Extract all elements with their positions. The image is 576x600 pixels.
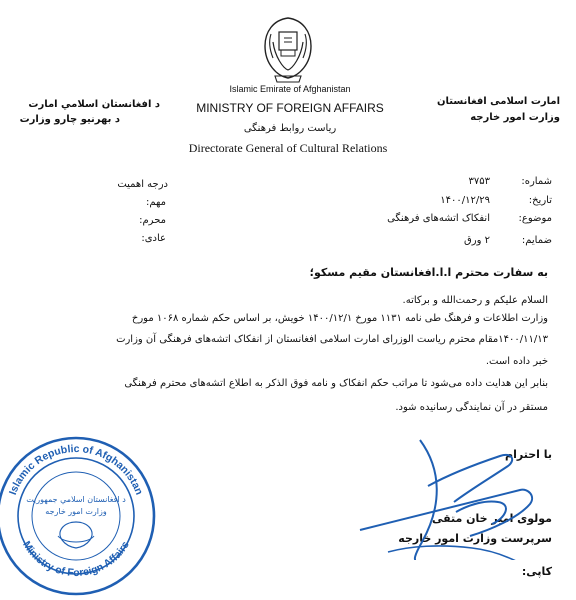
addressee: به سفارت محترم ا.ا.افغانستان مقیم مسکو؛ bbox=[309, 266, 548, 279]
meta-date-value: ۱۴۰۰/۱۲/۲۹ bbox=[440, 195, 490, 206]
header-right-line2: وزارت امور خارجه bbox=[470, 112, 560, 123]
paragraph1-line3: خبر داده است. bbox=[485, 356, 548, 367]
meta-date-label: تاریخ: bbox=[528, 195, 552, 206]
signatory-name: مولوی امیر خان متقی bbox=[431, 512, 552, 525]
paragraph2-line2: مستقر در آن نمایندگی رسانیده شود. bbox=[395, 402, 548, 413]
copy-label: کاپی: bbox=[521, 565, 552, 578]
meta-number-value: ۳۷۵۳ bbox=[468, 176, 490, 187]
priority-important: مهم: bbox=[146, 197, 166, 208]
emblem-seal bbox=[255, 12, 321, 84]
signature-mark bbox=[330, 420, 550, 560]
priority-title: درجه اهمیت bbox=[117, 179, 168, 190]
header-left-line1: د افغانستان اسلامي امارت bbox=[28, 99, 160, 110]
directorate-title-en: Directorate General of Cultural Relations bbox=[188, 141, 388, 155]
stamp-top-text: Islamic Republic of Afghanistan bbox=[6, 442, 146, 497]
official-stamp bbox=[0, 432, 160, 600]
meta-subject-label: موضوع: bbox=[518, 213, 552, 224]
header-left-line2: د بهرنیو چارو وزارت bbox=[19, 114, 120, 125]
directorate-title-fa: ریاست روابط فرهنگی bbox=[243, 123, 337, 134]
signatory-title: سرپرست وزارت امور خارجه bbox=[398, 532, 552, 545]
greeting: السلام علیکم و رحمت‌الله و برکاته. bbox=[402, 295, 548, 306]
priority-confidential: محرم: bbox=[139, 215, 166, 226]
stamp-bottom-text: Ministry of Foreign Affairs bbox=[20, 539, 132, 580]
ministry-title-en: MINISTRY OF FOREIGN AFFAIRS bbox=[196, 101, 384, 115]
meta-attachments-value: ۲ ورق bbox=[464, 235, 490, 246]
paragraph1-line2: ۱۴۰۰/۱۱/۱۳مقام محترم ریاست الوزرای امارت اسلامی افغانستان از انفکاک اتشه‌های فرهنگی آن وزارت bbox=[116, 334, 548, 345]
priority-ordinary: عادی: bbox=[141, 233, 166, 244]
meta-subject-value: انفکاک اتشه‌های فرهنگی bbox=[387, 213, 490, 224]
paragraph1-line1: وزارت اطلاعات و فرهنگ طی نامه ۱۱۳۱ مورخ ۱۴۰۰/۱۲/۱ خویش، بر اساس حکم شماره ۱۰۶۸ مورخ bbox=[131, 313, 548, 324]
stamp-inner-fa2: وزارت امور خارجه bbox=[45, 507, 107, 516]
paragraph2-line1: بنابر این هدایت داده می‌شود تا مراتب حکم انفکاک و نامه فوق الذکر به اطلاع اتشه‌های محترم فرهنگی bbox=[124, 378, 548, 389]
meta-number-label: شماره: bbox=[521, 176, 552, 187]
header-right-line1: امارت اسلامی افغانستان bbox=[437, 96, 560, 107]
emirate-title-en: Islamic Emirate of Afghanistan bbox=[229, 84, 351, 94]
meta-attachments-label: ضمایم: bbox=[521, 235, 552, 246]
closing-regards: با احترام bbox=[505, 448, 552, 461]
stamp-inner-fa: د افغانستان اسلامي جمهوريت bbox=[26, 495, 126, 504]
